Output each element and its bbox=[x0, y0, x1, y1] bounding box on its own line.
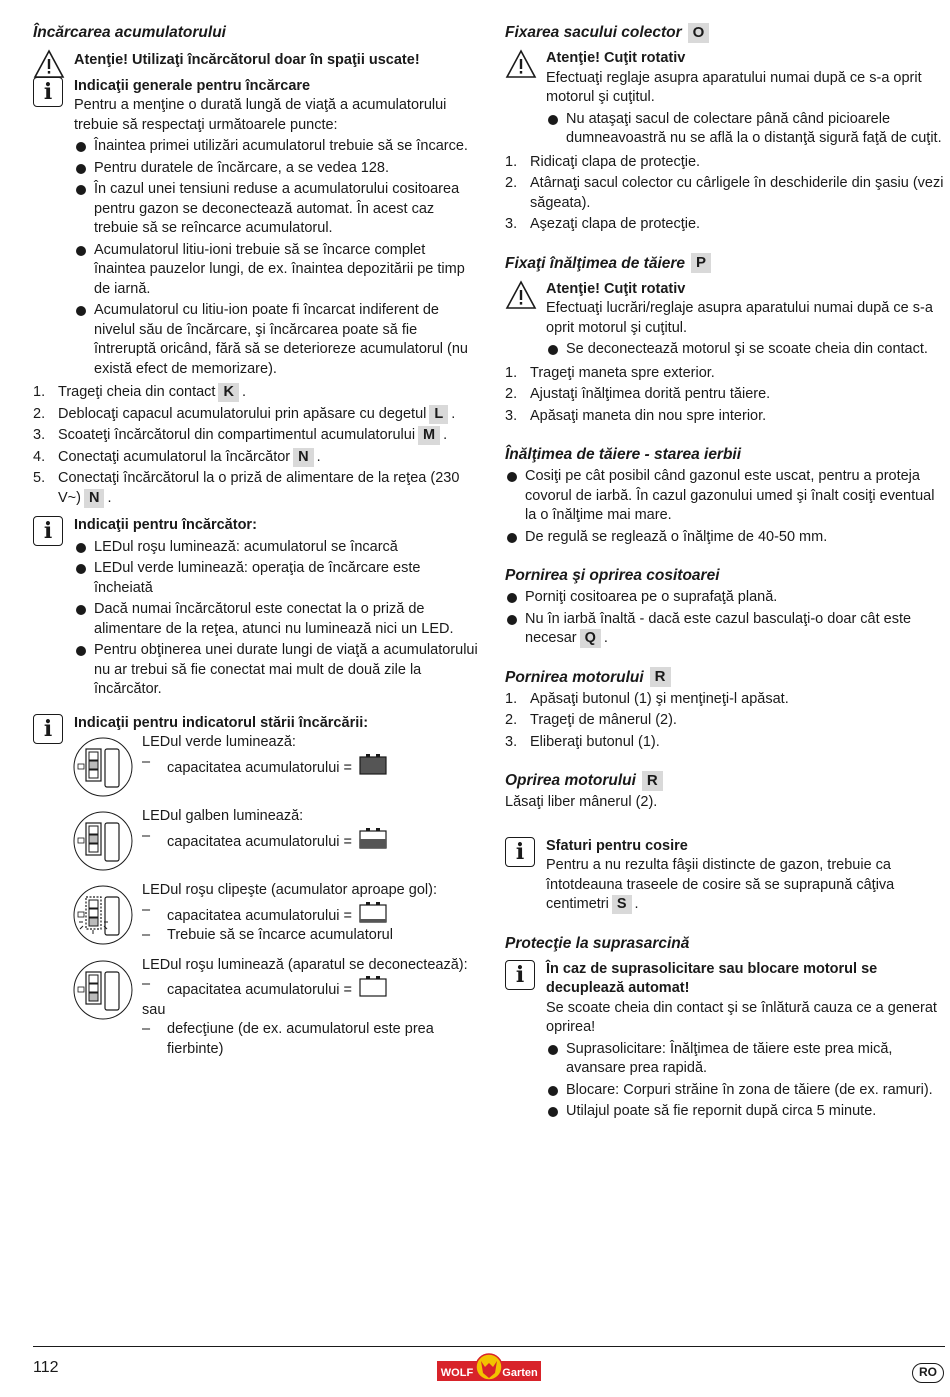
list-item: Cosiţi pe cât posibil când gazonul este uscat, pentru a proteja covorul de iarbă. În cazul gazonului umed şi înalt cosiţi eventual la o înălţime mai mare. bbox=[505, 467, 947, 526]
list-item bbox=[505, 407, 947, 427]
led-label: LEDul galben luminează: bbox=[142, 808, 304, 824]
list-item bbox=[505, 733, 947, 753]
section-title-motor-start bbox=[505, 667, 947, 688]
motor-start-steps bbox=[505, 690, 947, 753]
list-item: De regulă se reglează o înălţime de 40-50 mm. bbox=[505, 528, 947, 548]
figure-badge: R bbox=[642, 771, 663, 791]
step-text: Eliberaţi butonul (1). bbox=[530, 733, 660, 750]
figure-badge: Q bbox=[580, 629, 601, 648]
list-item: Înaintea primei utilizări acumulatorul trebuie să se încarce. bbox=[74, 137, 478, 157]
led-label: LEDul roşu clipeşte (acumulator aproape gol): bbox=[142, 882, 437, 898]
step-text: Aşezaţi clapa de protecţie. bbox=[530, 216, 701, 232]
step-text: Trageţi de mânerul (2). bbox=[530, 712, 677, 728]
figure-badge: N bbox=[84, 489, 104, 508]
list-item bbox=[33, 448, 478, 468]
info-overload bbox=[505, 960, 947, 1122]
battery-half-icon bbox=[359, 827, 387, 849]
step-number: 1. bbox=[505, 364, 518, 381]
list-item bbox=[505, 215, 947, 235]
capacity-line bbox=[142, 975, 478, 1001]
list-item: LEDul verde luminează: operaţia de încărcare este încheiată bbox=[74, 559, 478, 598]
left-column bbox=[33, 22, 478, 1059]
list-item bbox=[505, 174, 947, 213]
info-mowing-tips bbox=[505, 837, 947, 915]
step-number: 5. bbox=[33, 470, 46, 486]
info-icon: i bbox=[33, 516, 63, 546]
list-item: Porniţi cositoarea pe o suprafaţă plană. bbox=[505, 588, 947, 608]
info-title: În caz de suprasolicitare sau blocare motorul se decuplează automat! bbox=[546, 960, 878, 996]
capacity-text: capacitatea acumulatorului = bbox=[167, 759, 352, 776]
capacity-line bbox=[142, 827, 478, 853]
step-number: 1. bbox=[33, 384, 46, 400]
title-text: Pornirea motorului bbox=[505, 668, 644, 686]
step-number: 2. bbox=[505, 386, 518, 402]
section-title-bag bbox=[505, 22, 947, 43]
list-item bbox=[33, 426, 478, 446]
general-bullets bbox=[74, 137, 478, 379]
step-number: 2. bbox=[505, 175, 518, 191]
battery-empty-icon bbox=[359, 975, 387, 997]
list-item: LEDul roşu luminează: acumulatorul se încarcă bbox=[74, 538, 478, 558]
start-stop-bullets bbox=[505, 588, 947, 649]
overload-bullets bbox=[546, 1040, 947, 1122]
step-text: Trageţi maneta spre exterior. bbox=[530, 364, 715, 381]
warning-text: Efectuaţi reglaje asupra aparatului numai după ce s-a oprit motorul şi cuţitul. bbox=[546, 69, 922, 105]
figure-badge: R bbox=[650, 667, 671, 687]
step-number: 1. bbox=[505, 153, 518, 170]
language-badge: RO bbox=[912, 1363, 944, 1383]
info-title: Sfaturi pentru cosire bbox=[546, 837, 688, 854]
led-label: LEDul roşu luminează (aparatul se deconectează): bbox=[142, 956, 468, 973]
list-item: Utilajul poate să fie repornit după circa 5 minute. bbox=[546, 1102, 947, 1122]
warning-rotating-blade-2 bbox=[505, 280, 947, 360]
dash: – bbox=[142, 827, 151, 844]
must-charge-text: Trebuie să se încarce acumulatorul bbox=[167, 927, 393, 943]
list-item: Blocare: Corpuri străine în zona de tăiere (de ex. ramuri). bbox=[546, 1081, 947, 1101]
charge-indicator-red-blink-icon bbox=[73, 885, 133, 945]
list-item: Pentru duratele de încărcare, a se vedea 128. bbox=[74, 159, 478, 179]
list-item: Suprasolicitare: Înălţimea de tăiere este prea mică, avansare prea rapidă. bbox=[546, 1040, 947, 1079]
list-item bbox=[505, 385, 947, 405]
warning-text: Atenţie! Utilizaţi încărcătorul doar în spaţii uscate! bbox=[74, 52, 420, 68]
step-number: 2. bbox=[33, 405, 46, 422]
right-column bbox=[505, 22, 947, 1126]
list-item: În cazul unei tensiuni reduse a acumulatorului cositoarea pentru gazon se deconectează automat. În acest caz trebuie să se reîncarce acumulatorul. bbox=[74, 180, 478, 239]
title-text: Oprirea motorului bbox=[505, 772, 636, 789]
grass-bullets bbox=[505, 467, 947, 547]
list-item: Nu în iarbă înaltă - dacă este cazul basculaţi-o doar cât este necesar Q . bbox=[505, 610, 947, 649]
list-item bbox=[33, 469, 478, 508]
warning-text: Efectuaţi lucrări/reglaje asupra aparatului numai după ce s-a oprit motorul şi cuţitul. bbox=[546, 300, 933, 336]
step-text: Ridicaţi clapa de protecţie. bbox=[530, 153, 701, 170]
section-title-start-stop: Pornirea şi oprirea cositoarei bbox=[505, 567, 720, 584]
list-item bbox=[505, 711, 947, 731]
warning-icon bbox=[33, 49, 63, 79]
figure-badge: M bbox=[418, 426, 440, 445]
dash: – bbox=[142, 927, 151, 943]
list-item bbox=[33, 383, 478, 403]
info-title: Indicaţii pentru indicatorul stării încărcării: bbox=[74, 714, 369, 731]
list-item bbox=[505, 364, 947, 384]
figure-badge: O bbox=[688, 23, 710, 43]
led-yellow-row bbox=[33, 807, 478, 869]
or-text: sau bbox=[142, 1001, 166, 1018]
step-number: 3. bbox=[33, 427, 46, 443]
info-text: Pentru a nu rezulta fâşii distincte de gazon, trebuie ca întotdeauna traseele de cosire să se suprapună câţiva centimetri S . bbox=[546, 857, 895, 912]
led-label: LEDul verde luminează: bbox=[142, 734, 296, 750]
charge-indicator-green-icon bbox=[73, 737, 133, 797]
info-icon: i bbox=[33, 77, 63, 107]
punct: . bbox=[107, 489, 112, 506]
figure-badge: P bbox=[691, 253, 711, 273]
charging-steps bbox=[33, 383, 478, 508]
charge-indicator-red-on-icon bbox=[73, 960, 133, 1020]
logo-right-text: Garten bbox=[502, 1367, 538, 1379]
figure-badge: K bbox=[218, 383, 238, 402]
section-title-motor-stop bbox=[505, 770, 947, 791]
charger-bullets bbox=[74, 538, 478, 700]
step-text: Conectaţi încărcătorul la o priză de alimentare de la reţea (230 V~) bbox=[58, 470, 460, 506]
figure-badge: L bbox=[429, 405, 448, 424]
step-number: 2. bbox=[505, 712, 518, 728]
dash: – bbox=[142, 1021, 151, 1037]
info-icon: i bbox=[505, 837, 535, 867]
figure-badge: S bbox=[612, 895, 632, 914]
section-title-grass: Înălţimea de tăiere - starea ierbii bbox=[505, 446, 742, 463]
section-title-charging: Încărcarea acumulatorului bbox=[33, 24, 226, 41]
info-icon: i bbox=[505, 960, 535, 990]
info-title: Indicaţii pentru încărcător: bbox=[74, 517, 257, 533]
page-number: 112 bbox=[33, 1359, 59, 1376]
section-title-cut-height bbox=[505, 253, 947, 274]
punct: . bbox=[316, 448, 321, 465]
list-item: Acumulatorul cu litiu-ion poate fi încarcat indiferent de nivelul său de încărcare, şi încărcarea poate să fie întreruptă oricând, fără să se deterioreze acumulatorul (nu există efect de memorizare). bbox=[74, 301, 478, 379]
step-text: Conectaţi acumulatorul la încărcător bbox=[58, 448, 291, 465]
step-text: Apăsaţi butonul (1) şi menţineţi-l apăsat. bbox=[530, 690, 789, 707]
list-item: Se deconectează motorul şi se scoate cheia din contact. bbox=[546, 340, 947, 360]
list-item: Nu ataşaţi sacul de colectare până când picioarele dumneavoastră nu se află la o distanţă sigură faţă de cuţit. bbox=[546, 110, 947, 149]
warning-title: Atenţie! Cuţit rotativ bbox=[546, 280, 686, 297]
info-general-charging bbox=[33, 77, 478, 380]
title-text: Fixaţi înălţimea de tăiere bbox=[505, 254, 686, 272]
step-number: 1. bbox=[505, 690, 518, 707]
list-item: Acumulatorul litiu-ioni trebuie să se încarce complet înaintea pauzelor lungi, de ex. înaintea depozitării pe timp de iarnă. bbox=[74, 241, 478, 300]
step-text: Scoateţi încărcătorul din compartimentul acumulatorului bbox=[58, 427, 416, 443]
info-charger bbox=[33, 516, 478, 700]
step-text: Trageţi cheia din contact bbox=[58, 384, 216, 400]
info-icon: i bbox=[33, 714, 63, 744]
info-text: Se scoate cheia din contact şi se înlătură cauza ce a generat oprirea! bbox=[546, 999, 937, 1035]
step-text: Ajustaţi înălţimea dorită pentru tăiere. bbox=[530, 386, 771, 402]
warning-icon bbox=[505, 280, 535, 310]
list-item: Pentru obţinerea unei durate lungi de viaţă a acumulatorului nu ar trebui să fie conectat mai mult de două zile la încărcător. bbox=[74, 641, 478, 700]
step-number: 3. bbox=[505, 407, 518, 424]
warning-rotating-blade bbox=[505, 49, 947, 149]
title-text: Fixarea sacului colector bbox=[505, 24, 682, 41]
punct: . bbox=[451, 405, 456, 422]
dash: – bbox=[142, 901, 151, 918]
bag-steps bbox=[505, 153, 947, 235]
warning-bullets bbox=[546, 110, 947, 149]
battery-full-icon bbox=[359, 753, 387, 775]
led-red-on-row bbox=[33, 956, 478, 1060]
capacity-text: capacitatea acumulatorului = bbox=[167, 982, 352, 998]
step-number: 4. bbox=[33, 448, 46, 465]
motor-stop-text: Lăsaţi liber mânerul (2). bbox=[505, 794, 658, 810]
led-red-blink-row bbox=[33, 881, 478, 946]
defect-text: defecţiune (de ex. acumulatorul este prea fierbinte) bbox=[167, 1021, 434, 1057]
step-text: Apăsaţi maneta din nou spre interior. bbox=[530, 407, 767, 424]
step-number: 3. bbox=[505, 216, 518, 232]
punct: . bbox=[241, 384, 246, 400]
battery-low-icon bbox=[359, 901, 387, 923]
footer-divider bbox=[33, 1346, 945, 1347]
logo-left-text: WOLF bbox=[440, 1367, 474, 1379]
info-title: Indicaţii generale pentru încărcare bbox=[74, 77, 311, 94]
list-item bbox=[505, 690, 947, 710]
dash: – bbox=[142, 976, 151, 992]
step-text: Atârnaţi sacul colector cu cârligele în deschiderile din şasiu (vezi săgeata). bbox=[530, 175, 944, 211]
warning-title: Atenţie! Cuţit rotativ bbox=[546, 50, 686, 66]
info-text: Pentru a menţine o durată lungă de viaţă a acumulatorului trebuie să respectaţi următoarele puncte: bbox=[74, 97, 447, 133]
punct: . bbox=[443, 427, 448, 443]
height-steps bbox=[505, 364, 947, 427]
section-title-overload: Protecţie la suprasarcină bbox=[505, 934, 690, 952]
capacity-text: capacitatea acumulatorului = bbox=[167, 907, 352, 924]
warning-bullets bbox=[546, 340, 947, 360]
warning-dry-rooms bbox=[33, 49, 478, 71]
dash: – bbox=[142, 753, 151, 770]
list-item bbox=[33, 405, 478, 425]
figure-badge: N bbox=[293, 448, 313, 467]
capacity-line bbox=[142, 901, 478, 927]
tips-text: Pentru a nu rezulta fâşii distincte de gazon, trebuie ca întotdeauna traseele de cosire să se suprapună câţiva centimetri bbox=[546, 857, 895, 912]
item-text: Nu în iarbă înaltă - dacă este cazul basculaţi-o doar cât este necesar bbox=[525, 610, 912, 646]
wolf-garten-logo bbox=[437, 1353, 541, 1383]
charge-indicator-yellow-icon bbox=[73, 811, 133, 871]
step-number: 3. bbox=[505, 733, 518, 750]
step-text: Deblocaţi capacul acumulatorului prin apăsare cu degetul bbox=[58, 405, 427, 422]
list-item: Dacă numai încărcătorul este conectat la o priză de alimentare de la reţea, atunci nu luminează nici un LED. bbox=[74, 600, 478, 639]
capacity-text: capacitatea acumulatorului = bbox=[167, 833, 352, 850]
must-charge-line bbox=[142, 926, 478, 946]
warning-icon bbox=[505, 49, 535, 79]
capacity-line bbox=[142, 753, 478, 779]
defect-line bbox=[142, 1020, 478, 1059]
led-green-row bbox=[33, 733, 478, 795]
list-item bbox=[505, 153, 947, 173]
